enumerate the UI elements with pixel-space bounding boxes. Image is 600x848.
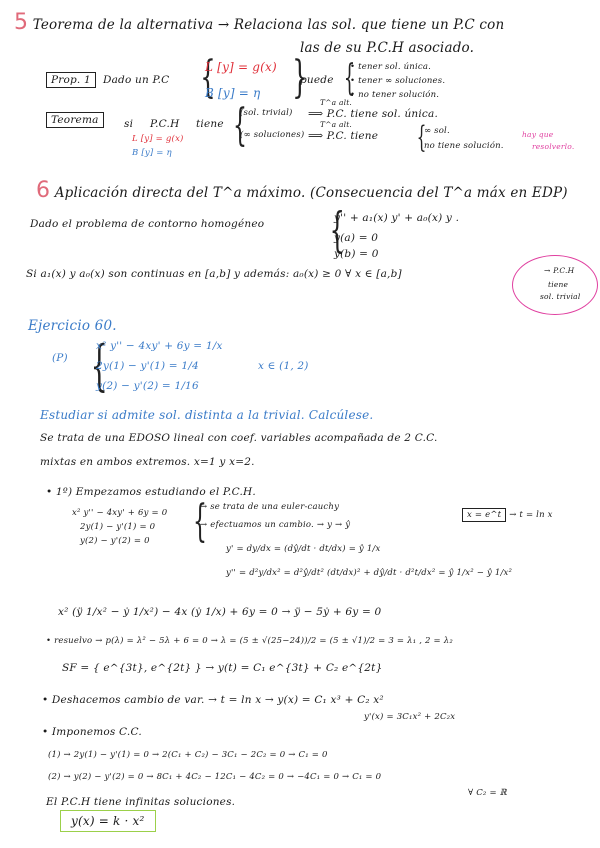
- teorema-case1-note: T^a alt.: [320, 98, 353, 107]
- section5-heading: [14, 10, 504, 35]
- teorema-case2-opt2: no tiene solución.: [424, 141, 504, 151]
- circle-text-3: sol. trivial: [540, 292, 581, 301]
- prop-puede: puede: [300, 74, 334, 86]
- prop-option-1: • tener sol. única.: [350, 62, 432, 72]
- section5-number: 5: [14, 10, 29, 35]
- pch-note-b: → efectuamos un cambio. → y → ŷ: [200, 520, 351, 530]
- section6-line1: Dado el problema de contorno homogéneo: [30, 218, 265, 230]
- fundamental-system: SF = { e^{3t}, e^{2t} } → y(t) = C₁ e^{3t} + C₂ e^{2t}: [62, 662, 383, 674]
- teorema-tiene: tiene: [196, 118, 224, 130]
- section5-title-line2: las de su P.C.H asociado.: [300, 40, 475, 56]
- prop-row: [46, 74, 169, 86]
- change-box: x = e^t: [462, 508, 506, 522]
- teorema-eq-L: L [y] = g(x): [132, 134, 184, 144]
- characteristic-resolve: • resuelvo → p(λ) = λ² − 5λ + 6 = 0 → λ = (5 ± √(25−24))/2 = (5 ± √1)/2 = 3 = λ₁ , 2 = λ₂: [46, 636, 453, 646]
- section6-title: Aplicación directa del T^a máximo. (Consecuencia del T^a máx en EDP): [54, 185, 568, 201]
- teorema-case1-arrow: ⟹ P.C. tiene sol. única.: [308, 108, 439, 120]
- teorema-side-note2: resolverlo.: [532, 142, 575, 151]
- prop-option-3: • no tener solución.: [350, 90, 440, 100]
- derivative-2: y'' = d²y/dx² = d²ŷ/dt² (dt/dx)² + dŷ/dt · d²t/dx² = ŷ 1/x² − ŷ 1/x²: [226, 568, 513, 578]
- teorema-si: si: [124, 118, 134, 130]
- teorema-pch: P.C.H: [150, 118, 180, 130]
- ejercicio-title: Ejercicio 60.: [28, 318, 117, 334]
- cc-1: (1) → 2y(1) − y'(1) = 0 → 2(C₁ + C₂) − 3C₁ − 2C₂ = 0 → C₁ = 0: [48, 750, 328, 760]
- teorema-case2-arrow: ⟹ P.C. tiene: [308, 130, 379, 142]
- final-answer: y(x) = k · x²: [60, 810, 156, 832]
- section6-eq1: y'' + a₁(x) y' + a₀(x) y .: [334, 212, 460, 224]
- teorema-label-row: [46, 114, 104, 126]
- teorema-eq-B: B [y] = η: [132, 148, 172, 158]
- section6-brace: {: [329, 202, 345, 258]
- pch-eq1: x² y'' − 4xy' + 6y = 0: [72, 508, 168, 518]
- section5-title-line1: Teorema de la alternativa → Relaciona las sol. que tiene un P.C con: [32, 17, 505, 33]
- teorema-case2-note: T^a alt.: [320, 120, 353, 129]
- impose-cc: • Imponemos C.C.: [42, 726, 142, 738]
- teorema-options-brace: {: [416, 120, 427, 155]
- ejercicio-sys1: x² y'' − 4xy' + 6y = 1/x: [96, 340, 223, 352]
- prop-eq-L: L [y] = g(x): [205, 60, 277, 74]
- ejercicio-desc2: mixtas en ambos extremos. x=1 y x=2.: [40, 456, 255, 468]
- prop-text: Dado un P.C: [102, 74, 170, 86]
- prop-left-brace: {: [200, 52, 216, 103]
- ejercicio-desc1: Se trata de una EDOSO lineal con coef. variables acompañada de 2 C.C.: [40, 432, 438, 444]
- section6-eq2: y(a) = 0: [334, 232, 379, 244]
- substitution: x² (ÿ 1/x² − ẏ 1/x²) − 4x (ẏ 1/x) + 6y = 0 → ÿ − 5ẏ + 6y = 0: [58, 606, 382, 618]
- forall-c2: ∀ C₂ = ℝ: [468, 788, 507, 798]
- ejercicio-domain: x ∈ (1, 2): [258, 360, 309, 372]
- prop-option-2: • tener ∞ soluciones.: [350, 76, 446, 86]
- teorema-brace: {: [233, 100, 247, 151]
- derivative-1: y' = dy/dx = (dŷ/dt · dt/dx) = ŷ 1/x: [226, 544, 381, 554]
- ejercicio-task: Estudiar si admite sol. distinta a la trivial. Calcúlese.: [40, 408, 374, 422]
- ejercicio-sys2: 2y(1) − y'(1) = 1/4: [96, 360, 199, 372]
- prop-right-brace: }: [292, 52, 308, 103]
- change-of-variable: [462, 510, 553, 520]
- cc-2: (2) → y(2) − y'(2) = 0 → 8C₁ + 4C₂ − 12C₁ − 4C₂ = 0 → −4C₁ = 0 → C₁ = 0: [48, 772, 382, 782]
- prop-eq-B: B [y] = η: [205, 86, 261, 100]
- section6-number: 6: [36, 178, 51, 203]
- change-inverse: → t = ln x: [509, 510, 553, 520]
- pch-eq2: 2y(1) − y'(1) = 0: [80, 522, 156, 532]
- teorema-case1: (sol. trivial): [240, 108, 293, 118]
- teorema-case2-opt1: ∞ sol.: [424, 126, 450, 136]
- ejercicio-p-label: (P): [52, 352, 68, 364]
- circle-text-1: → P.C.H: [544, 266, 575, 275]
- undo-change: • Deshacemos cambio de var. → t = ln x → y(x) = C₁ x³ + C₂ x²: [42, 694, 384, 706]
- pch-note-a: → se trata de una euler-cauchy: [200, 502, 340, 512]
- teorema-label: Teorema: [46, 112, 104, 128]
- pch-brace: {: [193, 496, 207, 547]
- undo-change-derivative: y'(x) = 3C₁x² + 2C₂x: [364, 712, 456, 722]
- ejercicio-system-brace: {: [90, 334, 108, 397]
- prop-label: Prop. 1: [46, 72, 96, 88]
- section6-heading: [36, 178, 568, 203]
- section6-eq3: y(b) = 0: [334, 248, 379, 260]
- circle-text-2: tiene: [548, 280, 569, 289]
- conclusion: El P.C.H tiene infinitas soluciones.: [46, 796, 236, 808]
- teorema-side-note1: hay que: [522, 130, 554, 139]
- pch-eq3: y(2) − y'(2) = 0: [80, 536, 150, 546]
- ejercicio-sys3: y(2) − y'(2) = 1/16: [96, 380, 199, 392]
- section6-line2: Si a₁(x) y a₀(x) son continuas en [a,b] y además: a₀(x) ≥ 0 ∀ x ∈ [a,b]: [26, 268, 402, 280]
- final-answer-row: [60, 814, 156, 828]
- prop-options-brace: {: [343, 58, 356, 99]
- ejercicio-step1: • 1º) Empezamos estudiando el P.C.H.: [46, 486, 256, 498]
- teorema-case2: (∞ soluciones): [240, 130, 305, 140]
